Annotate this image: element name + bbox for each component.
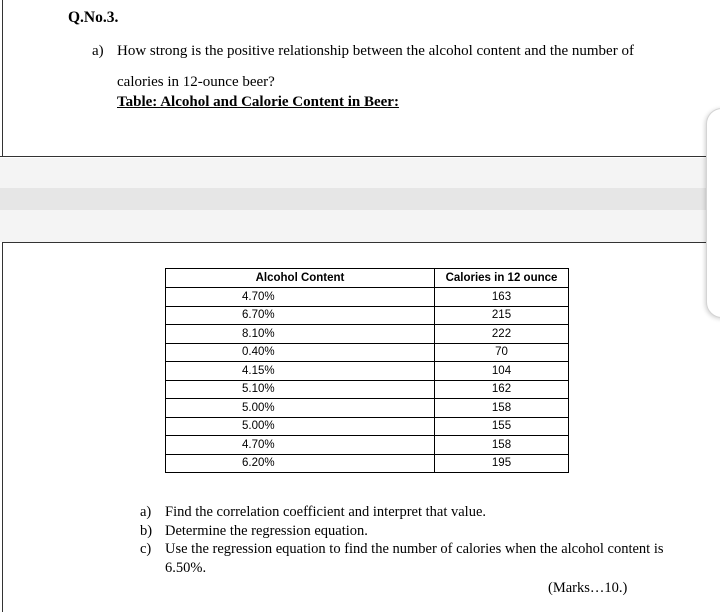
alcohol-cell: 0.40% [166,343,435,362]
part-a-text: How strong is the positive relationship between the alcohol content and the number of calories in 12-ounce beer? [117,43,634,90]
alcohol-cell: 5.00% [166,417,435,436]
side-scroll-handle[interactable] [706,108,720,318]
alcohol-cell: 4.70% [166,288,435,307]
table-row [166,436,569,455]
page-gap-band [0,188,720,210]
task-item-b [140,522,680,541]
calories-cell: 222 [435,325,569,344]
table-row [166,306,569,325]
alcohol-cell: 4.70% [166,436,435,455]
task-item-a [140,503,680,522]
alcohol-cell: 4.15% [166,362,435,381]
alcohol-calorie-table [165,268,569,473]
task-list [140,503,680,577]
alcohol-cell: 8.10% [166,325,435,344]
calories-cell: 162 [435,380,569,399]
table-row [166,362,569,381]
table-title: Table: Alcohol and Calorie Content in Beer: [117,94,399,110]
table-row [166,343,569,362]
page-top-section [0,0,720,157]
table-row [166,417,569,436]
calories-cell: 155 [435,417,569,436]
part-a-question [92,36,682,98]
part-a-label: a) [92,43,104,59]
task-item-c [140,540,680,577]
header-calories: Calories in 12 ounce [435,269,569,288]
table-row [166,454,569,473]
page-left-border [2,0,3,156]
task-text: Find the correlation coefficient and interpret that value. [165,504,487,520]
table-row [166,399,569,418]
table-row [166,288,569,307]
alcohol-cell: 5.10% [166,380,435,399]
task-label: b) [140,522,153,539]
alcohol-cell: 6.70% [166,306,435,325]
marks-label: (Marks…10.) [548,580,628,596]
calories-cell: 163 [435,288,569,307]
question-number: Q.No.3. [68,9,119,26]
task-label: c) [140,541,152,557]
task-label: a) [140,504,152,520]
header-alcohol-content: Alcohol Content [166,269,435,288]
calories-cell: 158 [435,399,569,418]
table-row [166,380,569,399]
page-gap [0,158,720,242]
calories-cell: 195 [435,454,569,473]
calories-cell: 158 [435,436,569,455]
task-text: Determine the regression equation. [165,522,368,539]
table-row [166,325,569,344]
alcohol-cell: 5.00% [166,399,435,418]
calories-cell: 215 [435,306,569,325]
alcohol-cell: 6.20% [166,454,435,473]
calories-cell: 70 [435,343,569,362]
calories-cell: 104 [435,362,569,381]
task-text: Use the regression equation to find the number of calories when the alcohol content is 6.50%. [165,541,664,576]
table-header-row [166,269,569,288]
